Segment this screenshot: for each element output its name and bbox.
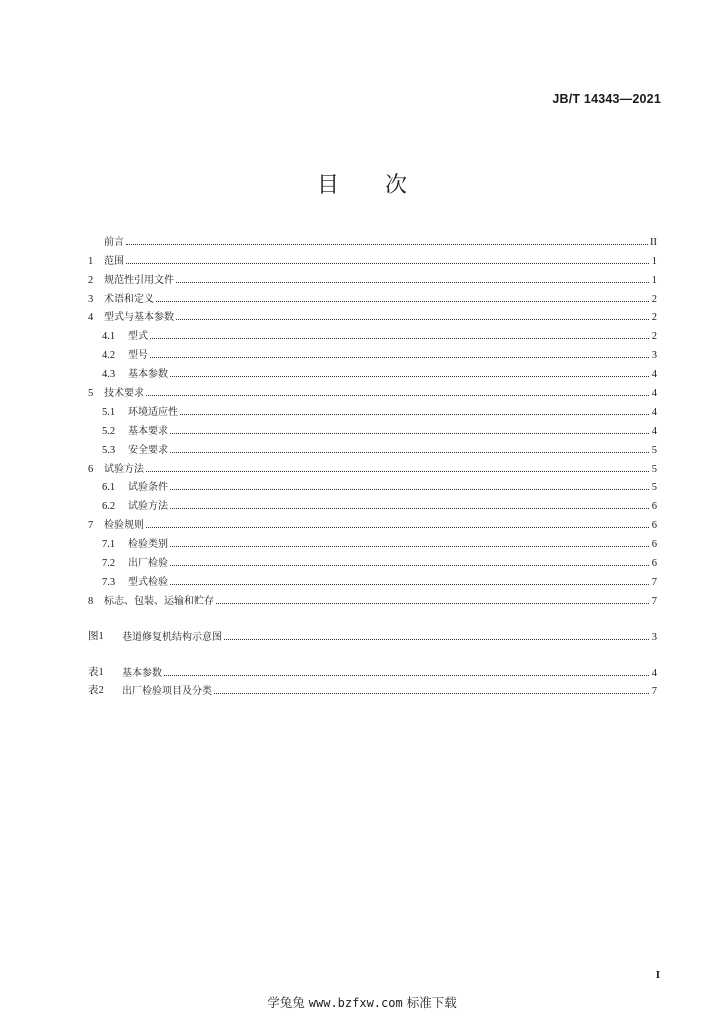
toc-row-label: 试验方法 <box>128 501 168 513</box>
toc-row-number: 2 <box>88 274 94 286</box>
toc-row-label: 环境适应性 <box>128 406 178 418</box>
toc-row-number: 4.1 <box>102 331 116 343</box>
toc-leader-dots <box>150 338 649 339</box>
toc-row-number: 7.2 <box>102 558 116 570</box>
toc-row-number: 5.3 <box>102 444 116 456</box>
toc-row[interactable] <box>88 267 657 286</box>
toc-row-page: 3 <box>651 631 657 643</box>
toc-leader-dots <box>150 357 649 358</box>
toc-title-char-2: 次 <box>385 173 408 198</box>
toc-leader-dots <box>176 319 649 320</box>
toc-row[interactable] <box>88 418 657 437</box>
toc-row[interactable] <box>88 456 657 475</box>
toc-row-number: 6.2 <box>102 501 116 513</box>
toc-row-label: 范围 <box>104 255 124 267</box>
watermark-name: 学兔兔 <box>267 995 305 1010</box>
toc-row-label: 检验类别 <box>128 539 168 551</box>
toc-row-page: 7 <box>651 595 657 607</box>
toc-row-label: 试验方法 <box>104 463 144 475</box>
toc-leader-dots <box>180 414 649 415</box>
toc-row-number: 表1 <box>88 666 104 678</box>
toc-row-label: 安全要求 <box>128 444 168 456</box>
toc-row[interactable] <box>88 399 657 418</box>
toc-row-number: 5 <box>88 388 94 400</box>
toc-row-label: 标志、包装、运输和贮存 <box>104 595 214 607</box>
toc-row-number: 4.2 <box>102 350 116 362</box>
toc-row[interactable] <box>88 569 657 588</box>
toc-row[interactable] <box>88 361 657 380</box>
toc-leader-dots <box>224 639 649 640</box>
toc-title <box>0 168 724 199</box>
toc-row-label: 型号 <box>128 350 148 362</box>
watermark <box>0 993 724 1011</box>
toc-row-number: 3 <box>88 293 94 305</box>
toc-row[interactable] <box>88 342 657 361</box>
toc-row-page: 6 <box>651 520 657 532</box>
toc-entries <box>88 229 657 607</box>
toc-row-page: 4 <box>651 667 657 679</box>
toc-leader-dots <box>146 527 649 528</box>
toc-row[interactable] <box>88 323 657 342</box>
toc-row-label: 型式 <box>128 331 148 343</box>
toc-row-page: 6 <box>651 501 657 513</box>
toc-row[interactable] <box>88 493 657 512</box>
toc-leader-dots <box>126 263 649 264</box>
toc-leader-dots <box>170 584 649 585</box>
toc-row-label: 型式与基本参数 <box>104 312 174 324</box>
toc-row-label: 巷道修复机结构示意图 <box>122 631 222 643</box>
toc-row-label: 出厂检验 <box>128 558 168 570</box>
toc-row-page: 4 <box>651 388 657 400</box>
toc-row-label: 出厂检验项目及分类 <box>122 686 212 698</box>
toc-row-label: 基本参数 <box>128 369 168 381</box>
toc-row[interactable] <box>88 512 657 531</box>
toc-row-label: 检验规则 <box>104 520 144 532</box>
page-number: I <box>655 969 660 981</box>
standard-code: JB/T 14343—2021 <box>552 92 661 106</box>
toc-leader-dots <box>126 244 648 245</box>
toc-row[interactable] <box>88 475 657 494</box>
toc-row-page: 5 <box>651 482 657 494</box>
toc-row-number: 图1 <box>88 630 104 642</box>
toc-row-label: 基本参数 <box>122 667 162 679</box>
toc-row-page: 2 <box>651 312 657 324</box>
toc-row-number: 4 <box>88 312 94 324</box>
toc-tables <box>88 660 657 698</box>
toc-row[interactable] <box>88 286 657 305</box>
toc-leader-dots <box>170 376 649 377</box>
toc-figures <box>88 624 657 643</box>
toc-leader-dots <box>170 546 649 547</box>
toc-leader-dots <box>170 433 649 434</box>
toc-row-label: 试验条件 <box>128 482 168 494</box>
toc-row-label: 技术要求 <box>104 388 144 400</box>
toc-row-number: 6.1 <box>102 482 116 494</box>
toc-row-number: 表2 <box>88 685 104 697</box>
toc-row[interactable] <box>88 624 657 643</box>
toc-row-label: 前言 <box>104 236 124 248</box>
toc-leader-dots <box>170 489 649 490</box>
toc-row-label: 型式检验 <box>128 576 168 588</box>
toc-row-number: 7 <box>88 520 94 532</box>
toc-leader-dots <box>156 301 649 302</box>
toc-leader-dots <box>164 675 649 676</box>
toc-row[interactable] <box>88 531 657 550</box>
toc-row-page: 3 <box>651 350 657 362</box>
toc-row[interactable] <box>88 380 657 399</box>
toc-row-label: 基本要求 <box>128 425 168 437</box>
toc-row-number: 6 <box>88 463 94 475</box>
toc-row[interactable] <box>88 229 657 248</box>
toc-title-char-1: 目 <box>316 173 339 198</box>
toc-row[interactable] <box>88 588 657 607</box>
toc-row[interactable] <box>88 679 657 698</box>
toc-row-page: 1 <box>651 274 657 286</box>
toc-row-label: 规范性引用文件 <box>104 274 174 286</box>
toc-leader-dots <box>170 508 649 509</box>
toc-leader-dots <box>146 395 649 396</box>
toc-row-label: 术语和定义 <box>104 293 154 305</box>
toc-row[interactable] <box>88 305 657 324</box>
watermark-url[interactable]: www.bzfxw.com <box>308 996 403 1010</box>
toc-row-page: 4 <box>651 406 657 418</box>
toc-row-page: II <box>650 236 657 248</box>
toc-row-number: 4.3 <box>102 369 116 381</box>
toc-leader-dots <box>170 452 649 453</box>
toc-row-number: 5.2 <box>102 425 116 437</box>
toc-row-number: 5.1 <box>102 406 116 418</box>
watermark-suffix: 标准下载 <box>406 995 457 1010</box>
toc-row[interactable] <box>88 660 657 679</box>
toc-leader-dots <box>170 565 649 566</box>
table-of-contents <box>88 229 657 697</box>
toc-row-page: 2 <box>651 293 657 305</box>
toc-row-page: 4 <box>651 425 657 437</box>
toc-row-page: 5 <box>651 444 657 456</box>
toc-row[interactable] <box>88 437 657 456</box>
toc-row-page: 4 <box>651 369 657 381</box>
toc-row-page: 2 <box>651 331 657 343</box>
toc-row-page: 6 <box>651 558 657 570</box>
toc-row-page: 7 <box>651 686 657 698</box>
toc-row-number: 1 <box>88 255 94 267</box>
toc-leader-dots <box>146 471 649 472</box>
toc-row[interactable] <box>88 550 657 569</box>
toc-row[interactable] <box>88 248 657 267</box>
toc-leader-dots <box>214 693 649 694</box>
toc-row-page: 6 <box>651 539 657 551</box>
toc-row-number: 7.1 <box>102 539 116 551</box>
toc-row-number: 7.3 <box>102 576 116 588</box>
toc-row-page: 7 <box>651 576 657 588</box>
toc-leader-dots <box>176 282 649 283</box>
toc-row-page: 5 <box>651 463 657 475</box>
toc-row-number: 8 <box>88 595 94 607</box>
toc-leader-dots <box>216 603 649 604</box>
toc-row-page: 1 <box>651 255 657 267</box>
